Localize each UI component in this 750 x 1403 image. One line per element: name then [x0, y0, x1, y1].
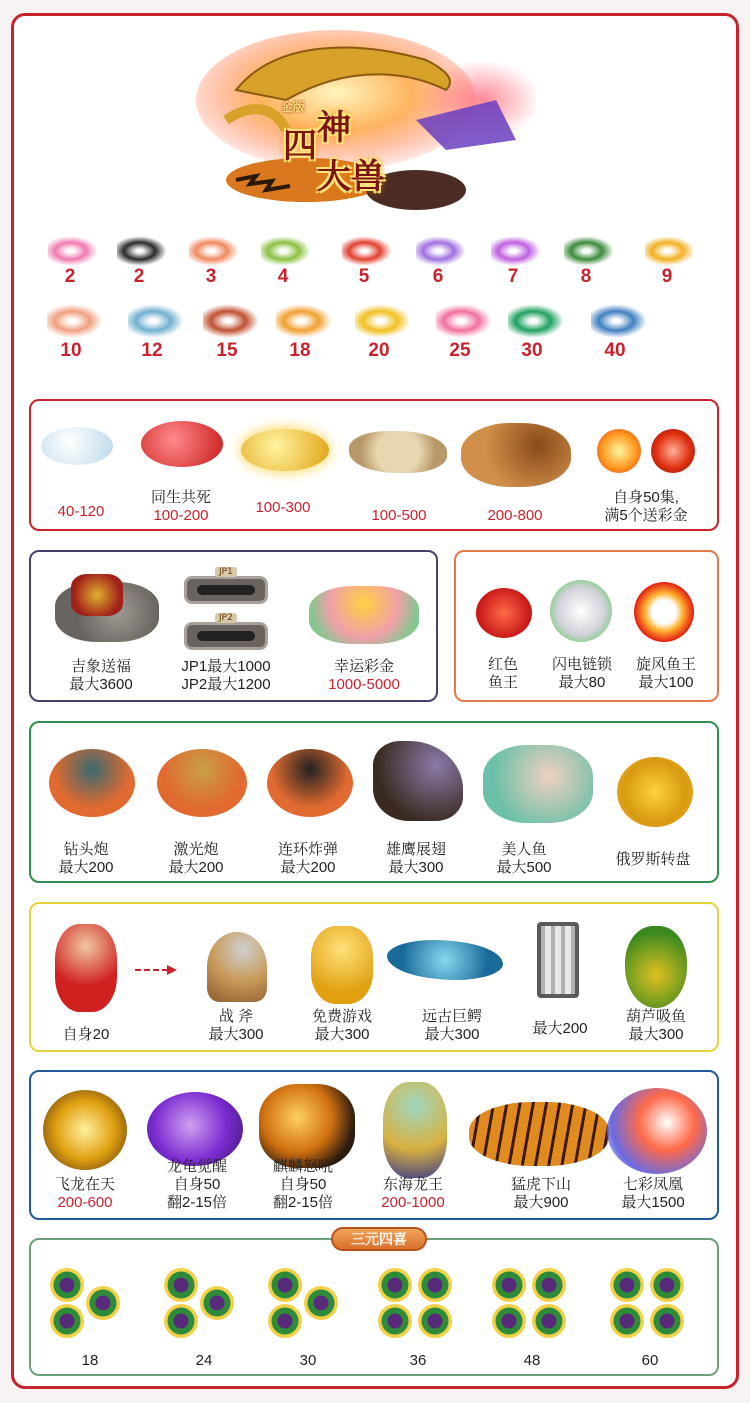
battle-axe-icon [207, 932, 267, 1002]
combo-value: 24 [195, 1352, 213, 1369]
logo-char: 四 [283, 126, 317, 166]
jp2-value: JP2最大1200 [181, 676, 271, 693]
fish-icon [342, 236, 392, 266]
dragon-turtle-multiplier: 翻2-15倍 [166, 1194, 228, 1211]
qilin-multiplier: 翻2-15倍 [272, 1194, 334, 1211]
fish-multiplier: 6 [432, 266, 444, 287]
combo-token-icon [650, 1304, 684, 1338]
combo-value: 48 [523, 1352, 541, 1369]
fish-icon [261, 236, 311, 266]
cage-value: 最大200 [532, 1020, 588, 1037]
eagle-name: 雄鹰展翅 [385, 841, 446, 858]
fish-multiplier: 18 [289, 340, 311, 361]
red-turtle-icon [476, 588, 532, 638]
fish-multiplier: 40 [604, 340, 626, 361]
golden-whale-icon [241, 429, 329, 471]
phoenix-icon [607, 1088, 707, 1174]
lightning-orb-icon [550, 580, 612, 642]
fish-multiplier: 2 [64, 266, 76, 287]
fish-multiplier: 2 [133, 266, 145, 287]
combo-token-group [492, 1268, 572, 1338]
dragon-king-name: 东海龙王 [382, 1176, 443, 1193]
eagle-value: 最大300 [388, 859, 444, 876]
laser-cannon-value: 最大200 [168, 859, 224, 876]
self-value: 自身20 [62, 1026, 110, 1043]
red-whale-icon [141, 421, 223, 467]
lightning-chain-line2: 最大80 [558, 674, 606, 691]
combo-value: 30 [299, 1352, 317, 1369]
fish-multiplier: 25 [449, 340, 471, 361]
special-fish-box [29, 399, 719, 531]
leopard-value: 100-500 [371, 507, 427, 524]
weapon-crab-box [29, 721, 719, 883]
fish-multiplier: 10 [60, 340, 82, 361]
russian-roulette-name: 俄罗斯转盘 [615, 851, 691, 868]
drill-cannon-name: 钻头炮 [63, 841, 109, 858]
combo-token-icon [50, 1304, 84, 1338]
gourd-icon [625, 926, 687, 1008]
fish-icon [203, 304, 259, 338]
combo-token-icon [268, 1304, 302, 1338]
fish-icon [508, 304, 564, 338]
chain-bomb-value: 最大200 [280, 859, 336, 876]
fish-multiplier: 4 [277, 266, 289, 287]
combo-value: 36 [409, 1352, 427, 1369]
fish-icon [47, 304, 103, 338]
eagle-icon [373, 741, 463, 821]
battle-axe-value: 最大300 [208, 1026, 264, 1043]
boss-box [29, 1070, 719, 1220]
arrow-right-icon [135, 964, 177, 976]
golden-whale-value: 100-300 [255, 499, 311, 516]
combo-token-group [164, 1268, 244, 1338]
fish-icon [591, 304, 647, 338]
combo-token-icon [268, 1268, 302, 1302]
fire-orb-line1: 自身50集, [613, 489, 679, 506]
combo-token-group [50, 1268, 130, 1338]
jp2-plate [184, 613, 268, 650]
combo-token-group [378, 1268, 458, 1338]
dragon-king-value: 200-1000 [381, 1194, 445, 1211]
fish-icon [645, 236, 695, 266]
combo-value: 60 [641, 1352, 659, 1369]
jp1-display [197, 585, 255, 595]
mermaid-value: 最大500 [496, 859, 552, 876]
bomb-crab-icon [267, 749, 353, 817]
jp1-label: JP1 [215, 567, 237, 577]
elephant-value: 最大3600 [69, 676, 133, 693]
mermaid-name: 美人鱼 [501, 841, 547, 858]
fish-icon [128, 304, 184, 338]
russian-roulette-icon [617, 757, 693, 827]
lion-icon [461, 423, 571, 487]
fish-icon [491, 236, 541, 266]
flying-dragon-name: 飞龙在天 [54, 1176, 115, 1193]
combo-token-icon [378, 1304, 412, 1338]
combo-token-icon [532, 1268, 566, 1302]
drill-crab-icon [49, 749, 135, 817]
tiger-icon [469, 1102, 609, 1166]
dragon-turtle-name: 龙龟觉醒 [166, 1158, 227, 1175]
bonus-feature-box [29, 902, 719, 1052]
combo-token-icon [492, 1268, 526, 1302]
beluga-value: 40-120 [57, 503, 105, 520]
combo-value: 18 [81, 1352, 99, 1369]
combo-token-icon [650, 1268, 684, 1302]
fire-ring-icon [634, 582, 694, 642]
jp2-label: JP2 [215, 613, 237, 623]
god-of-wealth-icon [55, 924, 117, 1012]
logo-char: 大 [317, 157, 351, 197]
laser-cannon-name: 激光炮 [173, 841, 219, 858]
dragon-king-icon [383, 1082, 447, 1178]
combo-token-icon [50, 1268, 84, 1302]
flying-dragon-icon [43, 1090, 127, 1170]
logo-subtitle: 金版 [281, 100, 306, 114]
fish-icon [355, 304, 411, 338]
fish-icon [436, 304, 492, 338]
fish-multiplier: 30 [521, 340, 543, 361]
fish-multiplier: 8 [580, 266, 592, 287]
red-fish-king-line1: 红色 [487, 656, 518, 673]
jp1-value: JP1最大1000 [181, 658, 271, 675]
ancient-crocodile-icon [387, 940, 503, 980]
tiger-value: 最大900 [513, 1194, 569, 1211]
fish-icon [276, 304, 332, 338]
combo-token-icon [532, 1304, 566, 1338]
ancient-crocodile-value: 最大300 [424, 1026, 480, 1043]
logo-char: 兽 [351, 157, 385, 197]
whirlwind-king-line1: 旋风鱼王 [635, 656, 696, 673]
fire-orb-icon [651, 429, 695, 473]
laser-crab-icon [157, 749, 247, 817]
lightning-chain-line1: 闪电链锁 [551, 656, 612, 673]
leopard-icon [349, 431, 447, 473]
lucky-value: 1000-5000 [328, 676, 400, 693]
cage-icon [537, 922, 579, 998]
tiger-name: 猛虎下山 [510, 1176, 571, 1193]
combo-token-icon [86, 1286, 120, 1320]
ancient-crocodile-name: 远古巨鳄 [421, 1008, 482, 1025]
qilin-self: 自身50 [279, 1176, 327, 1193]
fish-multiplier: 9 [661, 266, 673, 287]
red-whale-name: 同生共死 [150, 489, 211, 506]
battle-axe-name: 战 斧 [218, 1008, 254, 1025]
flying-dragon-value: 200-600 [57, 1194, 113, 1211]
lucky-cat-icon [311, 926, 373, 1004]
combo-token-icon [378, 1268, 412, 1302]
phoenix-value: 最大1500 [621, 1194, 685, 1211]
chain-bomb-name: 连环炸弹 [277, 841, 338, 858]
mermaid-icon [483, 745, 593, 823]
fire-orb-line2: 满5个送彩金 [604, 507, 688, 524]
jp2-display [197, 631, 255, 641]
fish-multiplier: 3 [205, 266, 217, 287]
combo-token-group [268, 1268, 348, 1338]
fish-multiplier: 20 [368, 340, 390, 361]
combo-token-icon [418, 1268, 452, 1302]
fish-icon [564, 236, 614, 266]
combo-token-group [610, 1268, 690, 1338]
jackpot-box [29, 550, 438, 702]
combo-token-icon [610, 1304, 644, 1338]
combo-token-icon [610, 1268, 644, 1302]
phoenix-name: 七彩凤凰 [622, 1176, 683, 1193]
fish-icon [189, 236, 239, 266]
fish-multiplier: 15 [216, 340, 238, 361]
lucky-treasure-icon [309, 586, 419, 644]
drill-cannon-value: 最大200 [58, 859, 114, 876]
fish-king-box [454, 550, 719, 702]
beluga-whale-icon [41, 427, 113, 465]
combo-token-icon [164, 1268, 198, 1302]
whirlwind-king-line2: 最大100 [638, 674, 694, 691]
free-game-value: 最大300 [314, 1026, 370, 1043]
jp1-plate [184, 567, 268, 604]
fire-orb-icon [597, 429, 641, 473]
combo-token-icon [304, 1286, 338, 1320]
fish-icon [416, 236, 466, 266]
combo-title-badge: 三元四喜 [331, 1227, 427, 1251]
red-whale-value: 100-200 [153, 507, 209, 524]
gourd-name: 葫芦吸鱼 [625, 1008, 686, 1025]
gourd-value: 最大300 [628, 1026, 684, 1043]
dragon-turtle-self: 自身50 [173, 1176, 221, 1193]
fish-multiplier: 12 [141, 340, 163, 361]
fish-multiplier: 5 [358, 266, 370, 287]
fish-icon [117, 236, 167, 266]
combo-token-icon [492, 1304, 526, 1338]
qilin-icon [259, 1084, 355, 1168]
fish-multiplier: 7 [507, 266, 519, 287]
lucky-name: 幸运彩金 [333, 658, 394, 675]
free-game-name: 免费游戏 [311, 1008, 372, 1025]
combo-token-icon [418, 1304, 452, 1338]
elephant-saddle-icon [71, 574, 123, 616]
logo-char: 神 [317, 108, 351, 148]
logo-title [283, 108, 385, 216]
combo-token-icon [164, 1304, 198, 1338]
combo-token-icon [200, 1286, 234, 1320]
red-fish-king-line2: 鱼王 [487, 674, 518, 691]
qilin-name: 麒麟怒吼 [272, 1158, 333, 1175]
elephant-name: 吉象送福 [70, 658, 131, 675]
dragon-turtle-icon [147, 1092, 243, 1166]
fish-icon [48, 236, 98, 266]
lion-value: 200-800 [487, 507, 543, 524]
